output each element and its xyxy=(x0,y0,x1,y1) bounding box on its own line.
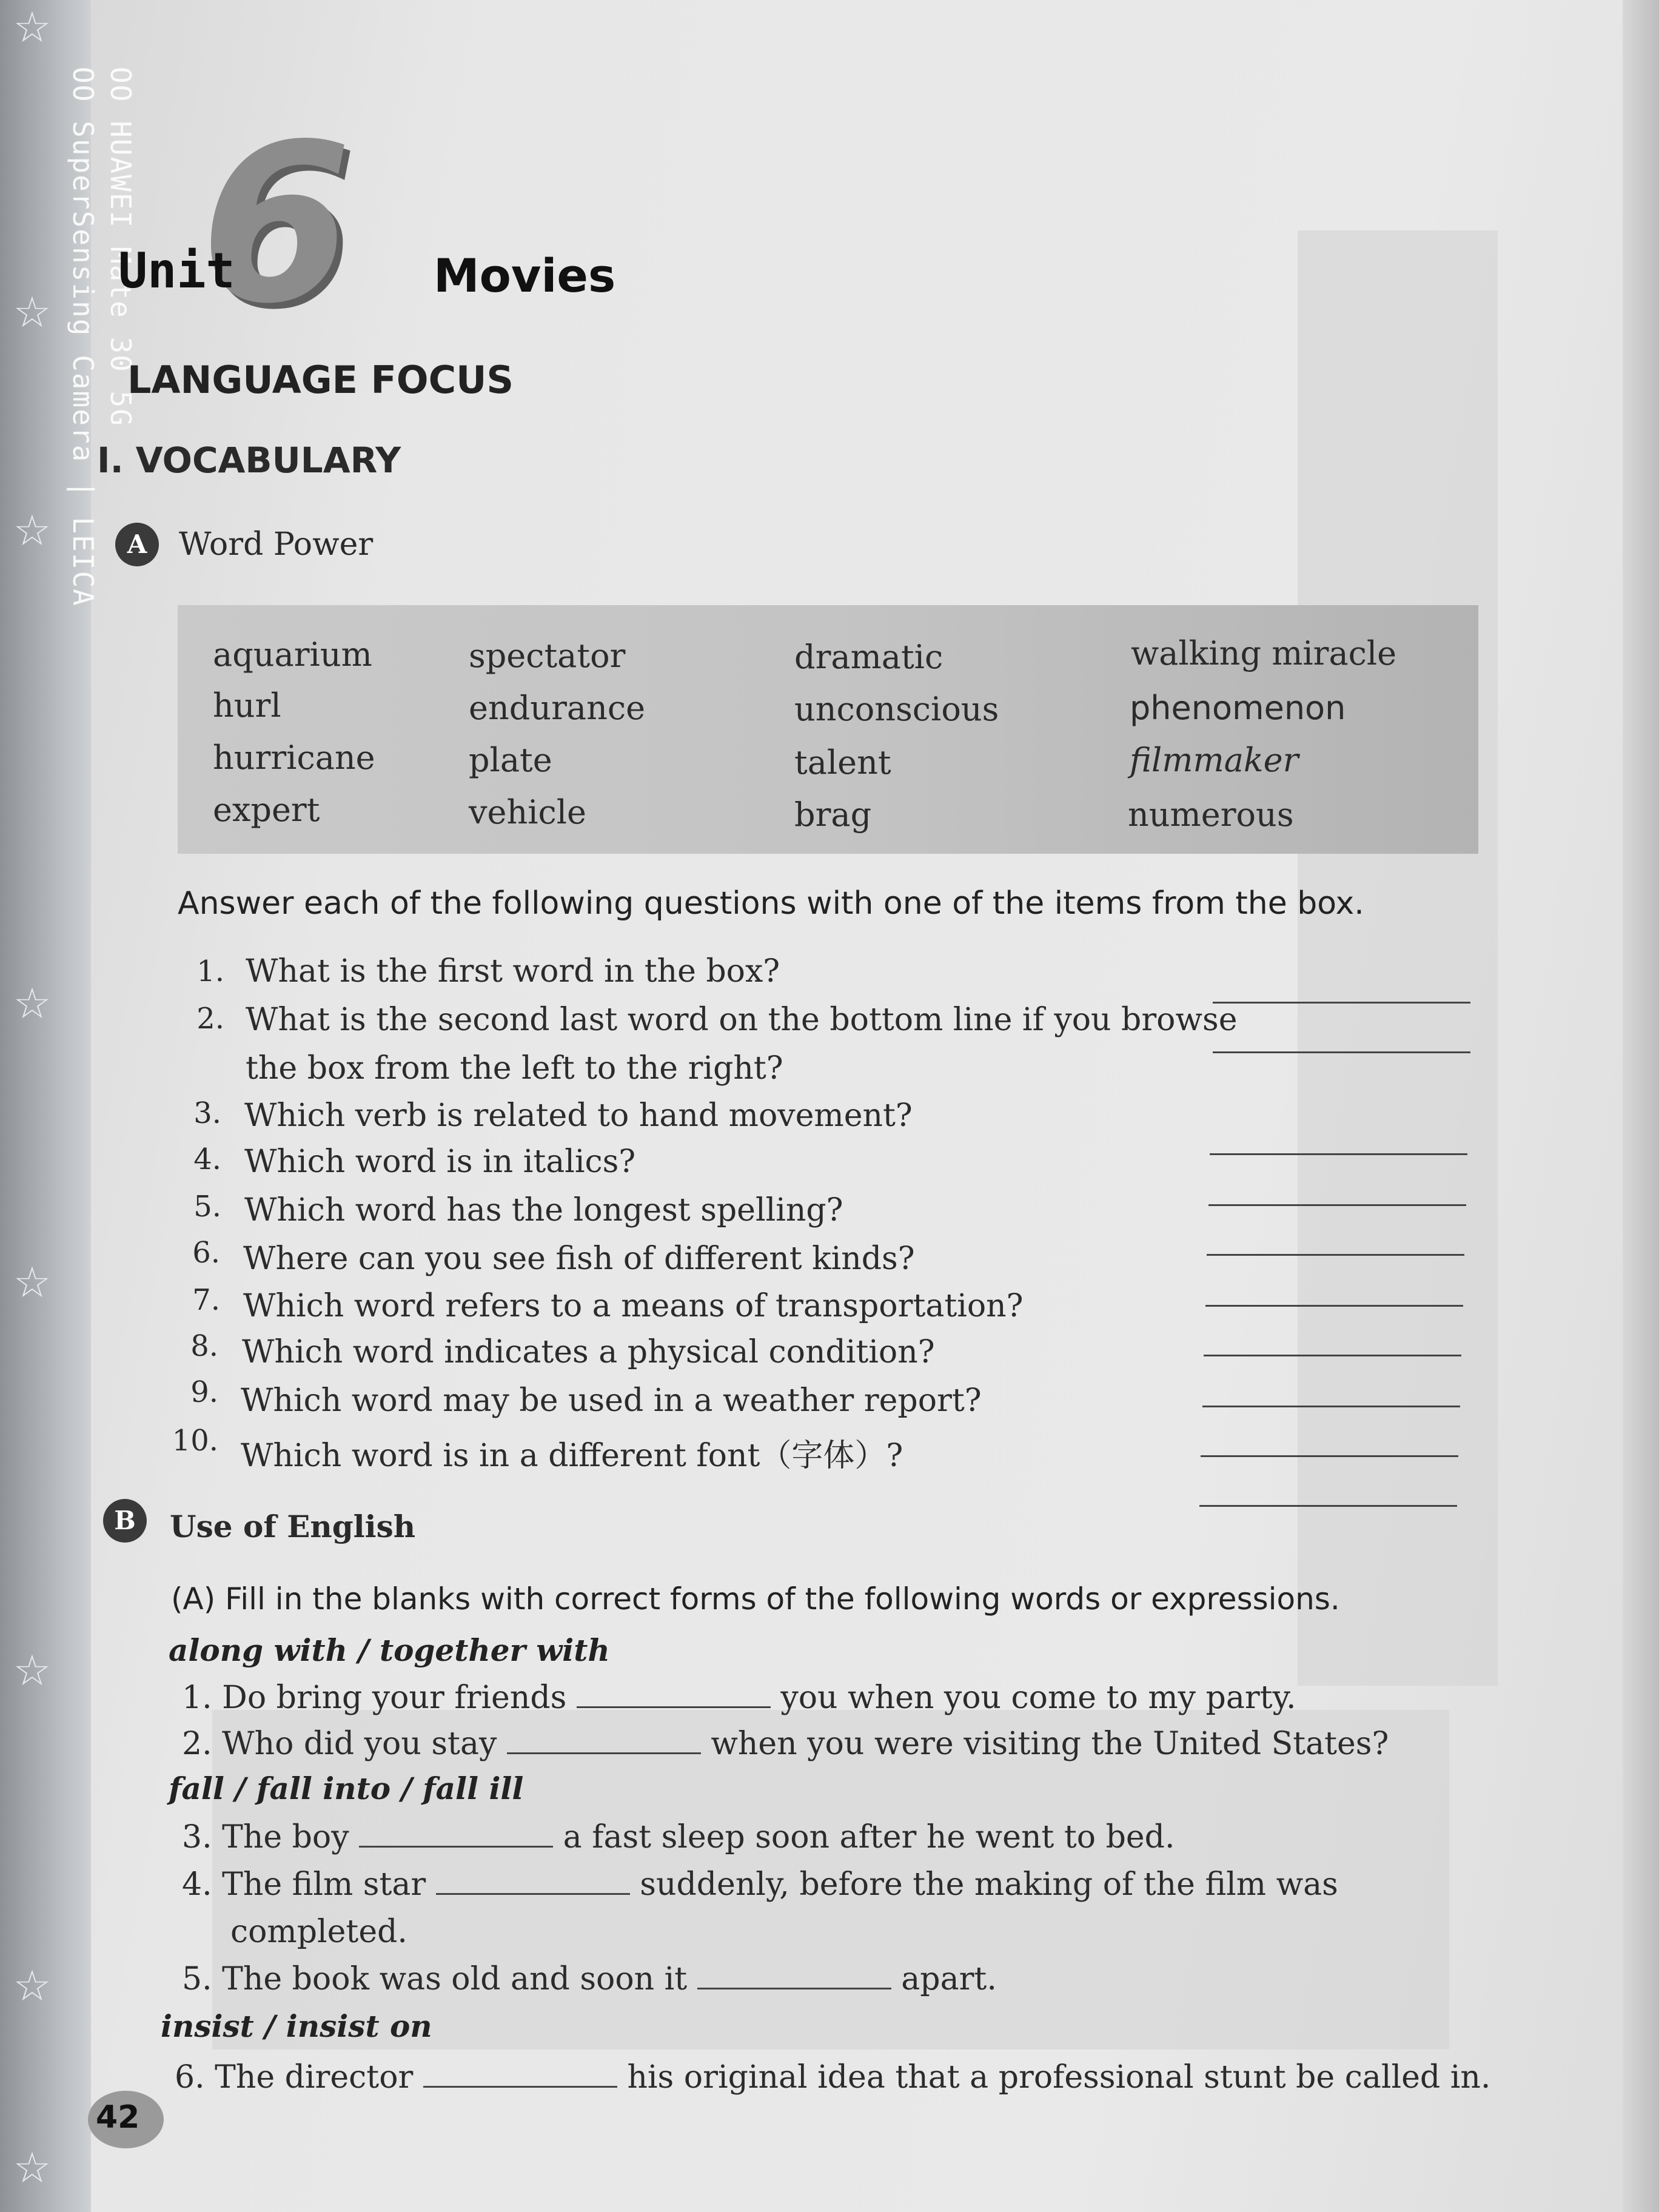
answer-blank[interactable] xyxy=(1210,1153,1467,1155)
word-box xyxy=(178,605,1478,854)
box-word: talent xyxy=(794,743,891,782)
box-word: aquarium xyxy=(213,635,372,674)
fill-blank[interactable] xyxy=(359,1840,553,1848)
answer-blank[interactable] xyxy=(1208,1204,1466,1206)
camera-watermark xyxy=(42,67,139,794)
box-word: brag xyxy=(794,796,872,834)
box-word: expert xyxy=(213,791,320,829)
star-icon: ☆ xyxy=(13,979,52,1028)
box-word: spectator xyxy=(469,637,626,675)
question-number: 4. xyxy=(193,1142,221,1176)
box-word: hurl xyxy=(213,686,281,725)
item-text: a fast sleep soon after he went to bed. xyxy=(563,1819,1175,1855)
item-text: when you were visiting the United States? xyxy=(711,1726,1389,1762)
box-word: walking miracle xyxy=(1131,634,1397,672)
fill-blank[interactable] xyxy=(507,1746,701,1754)
item-text: The book was old and soon it xyxy=(222,1961,688,1997)
answer-blank[interactable] xyxy=(1202,1406,1460,1407)
answer-blank[interactable] xyxy=(1213,1051,1470,1053)
star-icon: ☆ xyxy=(13,1646,52,1695)
bleed-through xyxy=(1298,230,1498,1686)
item-number: 2. xyxy=(182,1726,212,1762)
item-text: The film star xyxy=(222,1866,426,1903)
instruction-text: (A) Fill in the blanks with correct forms of the following words or expressions. xyxy=(171,1581,1340,1617)
box-word: numerous xyxy=(1128,796,1294,834)
question-number: 9. xyxy=(190,1375,218,1409)
question-number: 10. xyxy=(172,1424,218,1458)
watermark-line: OO SuperSensing Camera | LEICA xyxy=(67,67,99,607)
item-text: Who did you stay xyxy=(222,1726,497,1762)
question-text: Which word indicates a physical condition? xyxy=(242,1334,935,1370)
item-text: apart. xyxy=(901,1961,997,1997)
star-icon: ☆ xyxy=(13,287,52,337)
page-number: 42 xyxy=(96,2099,140,2136)
section-title: Word Power xyxy=(179,526,374,563)
section-title: Use of English xyxy=(170,1509,416,1544)
item-continuation: completed. xyxy=(230,1914,407,1950)
item-text: suddenly, before the making of the film was xyxy=(640,1866,1338,1903)
watermark-line: OO HUAWEI Mate 30 5G xyxy=(104,67,137,427)
word-group-label: insist / insist on xyxy=(161,2008,432,2044)
question-text: Which word is in italics? xyxy=(244,1144,636,1180)
question-number: 5. xyxy=(193,1190,221,1224)
unit-title: Movies xyxy=(434,249,616,303)
section-heading: LANGUAGE FOCUS xyxy=(127,358,514,402)
question-number: 3. xyxy=(193,1096,221,1130)
item-number: 3. xyxy=(182,1819,212,1855)
star-icon: ☆ xyxy=(13,2,52,52)
fill-blank[interactable] xyxy=(697,1982,891,1989)
item-text: his original idea that a professional stunt be called in. xyxy=(627,2059,1491,2096)
fill-item xyxy=(175,2059,1490,2096)
fill-item xyxy=(182,1680,1296,1716)
star-icon: ☆ xyxy=(13,1258,52,1307)
unit-label: Unit xyxy=(118,243,235,299)
star-icon: ☆ xyxy=(13,506,52,555)
question-number: 1. xyxy=(196,954,224,988)
answer-blank[interactable] xyxy=(1213,1002,1470,1004)
answer-blank[interactable] xyxy=(1205,1305,1463,1307)
star-icon: ☆ xyxy=(13,2143,52,2193)
question-number: 7. xyxy=(192,1283,220,1317)
fill-blank[interactable] xyxy=(423,2080,617,2088)
box-word: hurricane xyxy=(213,739,375,777)
item-number: 4. xyxy=(182,1866,212,1903)
fill-item xyxy=(182,1961,997,1997)
question-text: Which word may be used in a weather report? xyxy=(241,1382,982,1419)
box-word: filmmaker xyxy=(1130,741,1299,779)
page-edge xyxy=(1623,0,1659,2212)
question-text: What is the first word in the box? xyxy=(246,953,780,990)
question-text: Which word has the longest spelling? xyxy=(244,1192,843,1228)
section-badge: A xyxy=(115,523,159,566)
question-number: 8. xyxy=(190,1329,218,1363)
answer-blank[interactable] xyxy=(1204,1355,1461,1356)
unit-number: 6 xyxy=(200,97,352,351)
box-word: dramatic xyxy=(794,638,943,676)
item-number: 5. xyxy=(182,1961,212,1997)
box-word: phenomenon xyxy=(1130,689,1346,727)
fill-blank[interactable] xyxy=(436,1887,630,1895)
question-number: 2. xyxy=(196,1002,224,1036)
box-word: endurance xyxy=(469,689,646,727)
question-text: What is the second last word on the bottom line if you browse xyxy=(246,1002,1238,1038)
answer-blank[interactable] xyxy=(1207,1254,1464,1256)
fill-item xyxy=(182,1819,1175,1855)
fill-blank[interactable] xyxy=(577,1700,771,1708)
fill-item xyxy=(182,1726,1389,1762)
answer-blank[interactable] xyxy=(1199,1505,1457,1507)
question-number: 6. xyxy=(192,1236,220,1270)
star-icon: ☆ xyxy=(13,1961,52,2011)
item-text: The director xyxy=(215,2059,414,2096)
question-text: the box from the left to the right? xyxy=(246,1050,783,1087)
item-text: you when you come to my party. xyxy=(780,1680,1296,1716)
box-word: vehicle xyxy=(469,793,586,831)
word-group-label: along with / together with xyxy=(169,1632,610,1668)
item-text: The boy xyxy=(222,1819,349,1855)
box-word: plate xyxy=(469,741,552,779)
question-text: Where can you see fish of different kinds? xyxy=(243,1241,915,1277)
question-text: Which word is in a different font（字体）? xyxy=(241,1438,903,1474)
item-number: 6. xyxy=(175,2059,205,2096)
question-text: Which word refers to a means of transportation? xyxy=(243,1288,1024,1324)
subsection-heading: I. VOCABULARY xyxy=(97,440,401,481)
item-number: 1. xyxy=(182,1680,212,1716)
section-badge: B xyxy=(103,1499,147,1543)
item-text: Do bring your friends xyxy=(222,1680,567,1716)
question-text: Which verb is related to hand movement? xyxy=(244,1098,913,1134)
fill-item xyxy=(182,1866,1338,1903)
word-group-label: fall / fall into / fall ill xyxy=(169,1771,524,1806)
instruction-text: Answer each of the following questions with one of the items from the box. xyxy=(178,885,1364,922)
answer-blank[interactable] xyxy=(1201,1455,1458,1457)
box-word: unconscious xyxy=(794,690,999,728)
